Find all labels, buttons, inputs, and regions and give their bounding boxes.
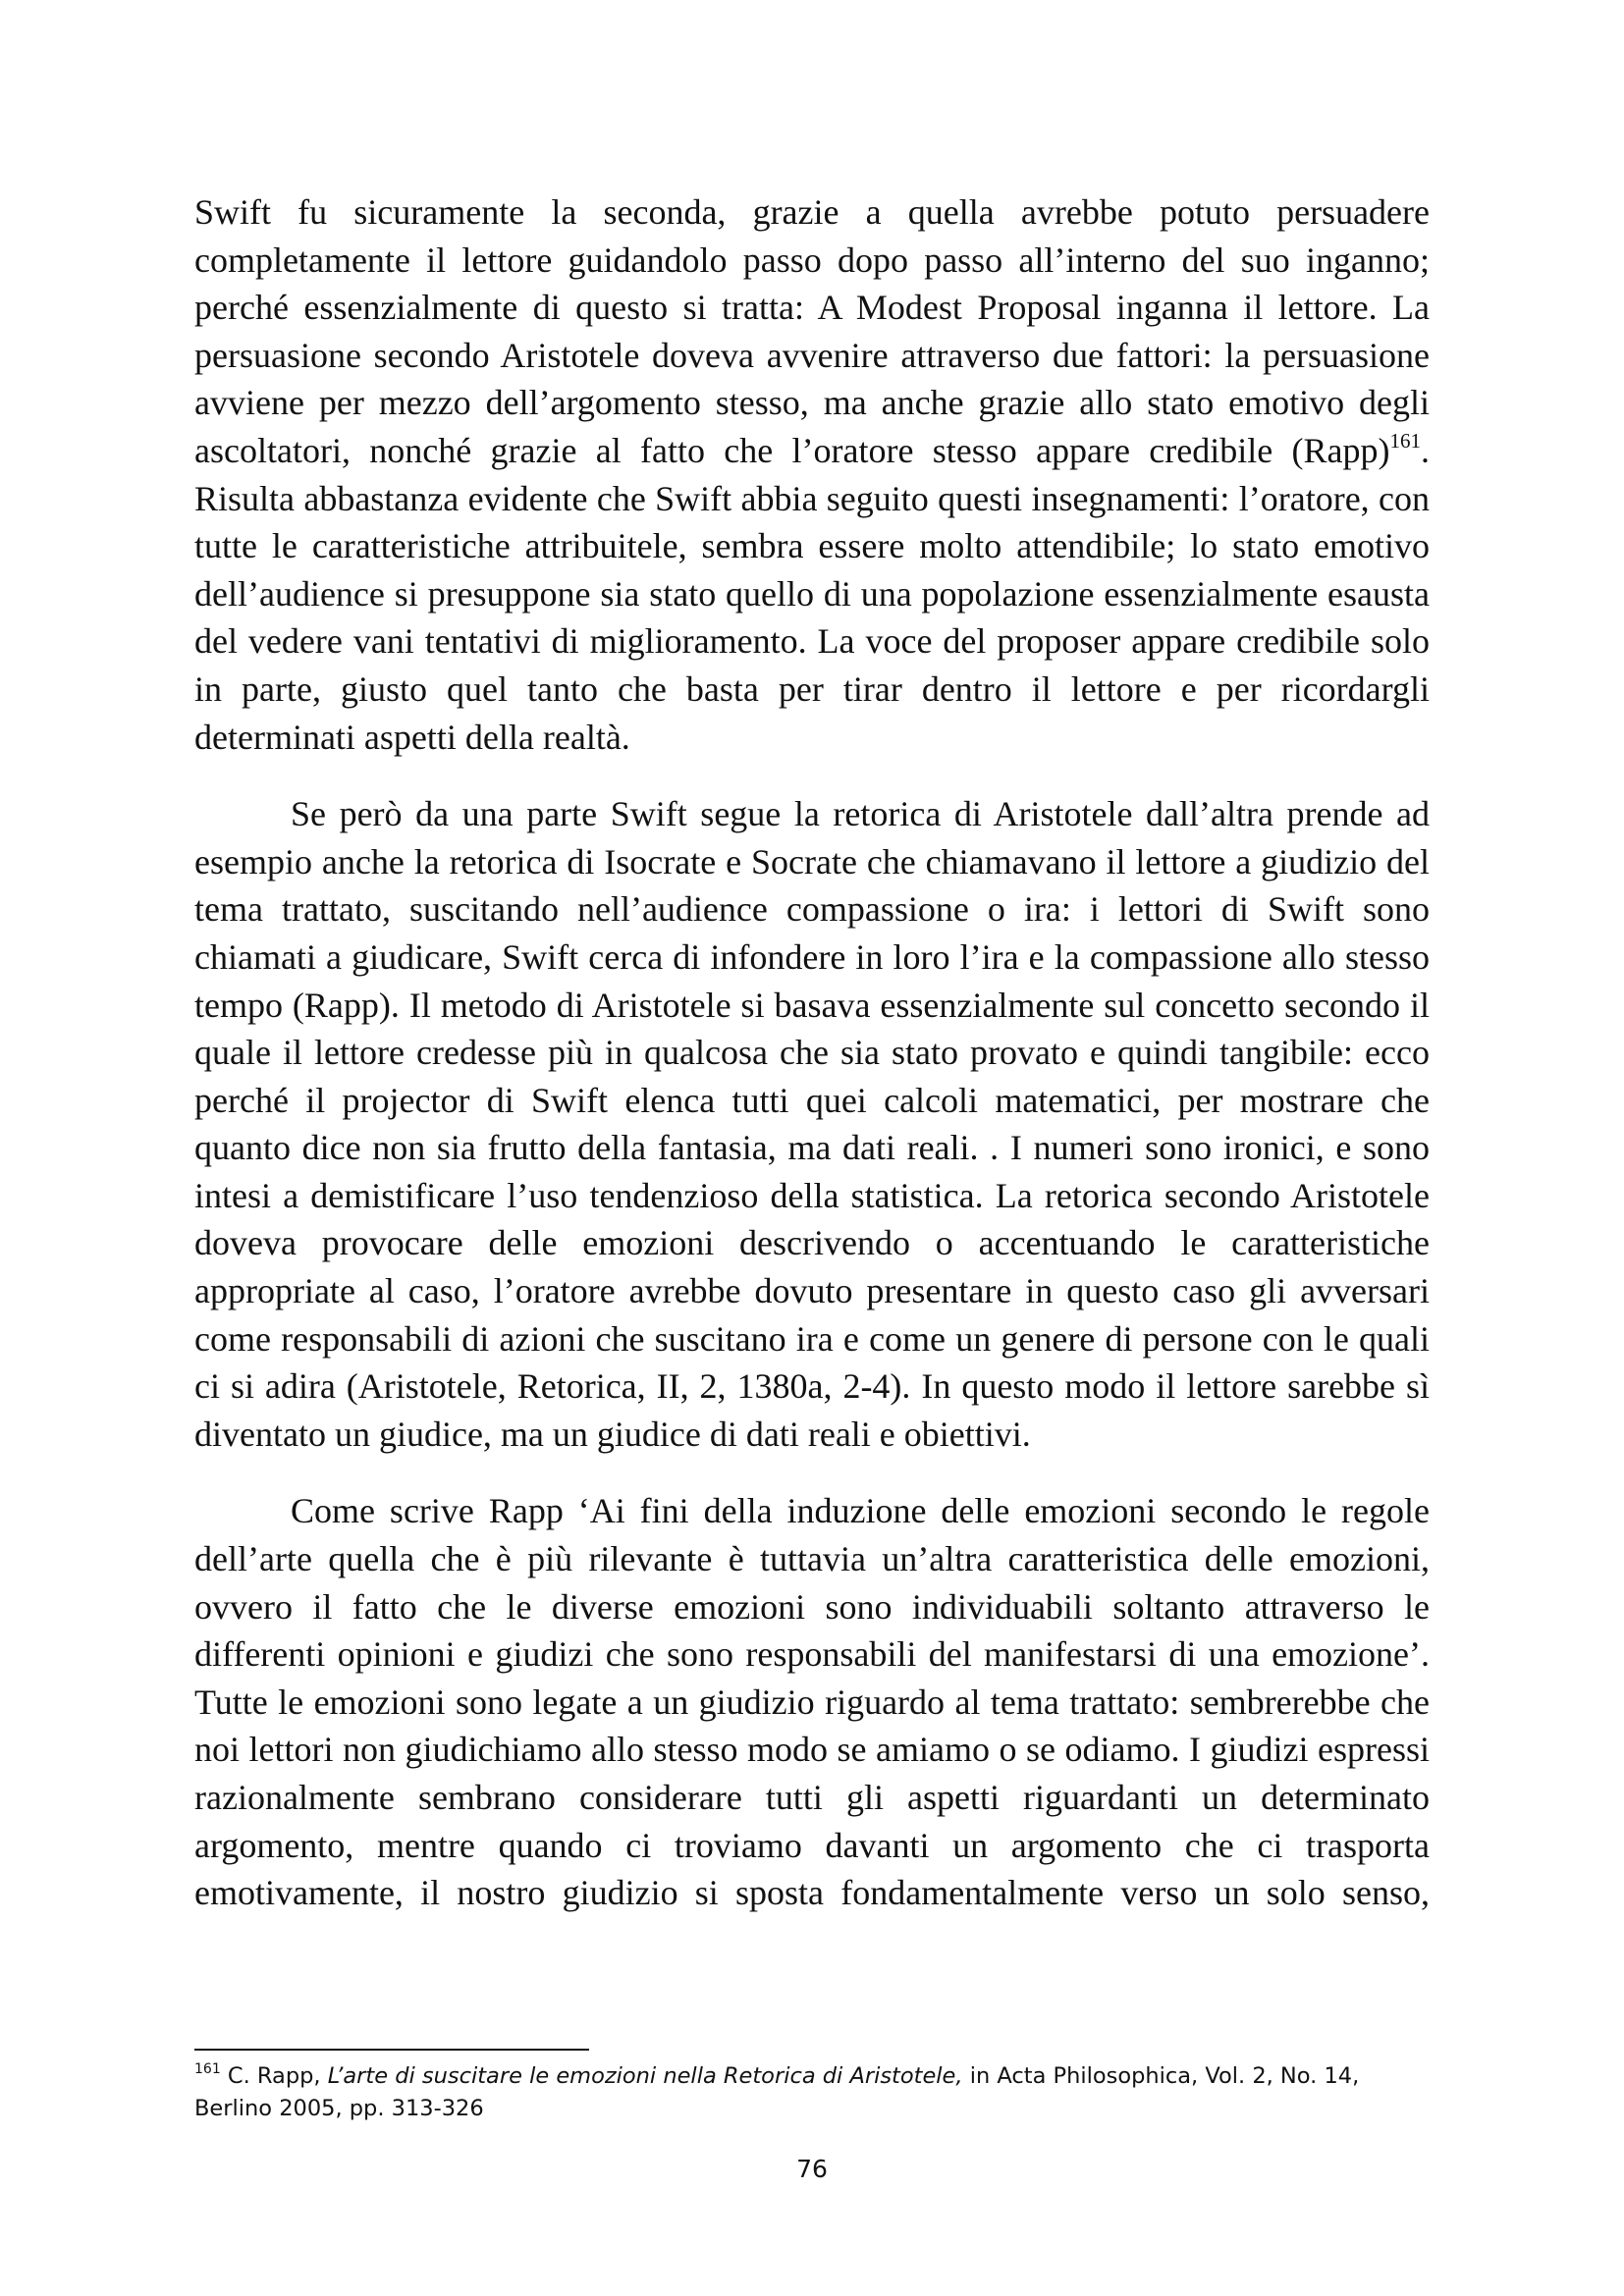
text-line: Swift fu sicuramente la seconda, grazie a quella avrebbe potuto persuadere: [194, 192, 1430, 232]
text-line-segment: ascoltatori, nonché grazie al fatto che l’oratore stesso appare credibile (Rapp): [194, 430, 1390, 470]
text-line: argomento, mentre quando ci troviamo davanti un argomento che ci trasporta: [194, 1825, 1430, 1865]
footnote-source: in Acta Philosophica, Vol. 2, No. 14,: [962, 2063, 1360, 2089]
text-line: esempio anche la retorica di Isocrate e Socrate che chiamavano il lettore a giudizio del: [194, 841, 1430, 881]
text-line: quale il lettore credesse più in qualcosa che sia stato provato e quindi tangibile: ecco: [194, 1033, 1430, 1073]
text-line: dell’arte quella che è più rilevante è tuttavia un’altra caratteristica delle emozioni,: [194, 1539, 1430, 1579]
text-line: come responsabili di azioni che suscitano ira e come un genere di persone con le quali: [194, 1318, 1430, 1359]
text-line: ovvero il fatto che le diverse emozioni sono individuabili soltanto attraverso le: [194, 1586, 1430, 1627]
text-line: del vedere vani tentativi di miglioramento. La voce del proposer appare credibile solo: [194, 621, 1430, 662]
text-line: noi lettori non giudichiamo allo stesso modo se amiamo o se odiamo. I giudizi espressi: [194, 1730, 1430, 1770]
text-line: persuasione secondo Aristotele doveva avvenire attraverso due fattori: la persuasione: [194, 335, 1430, 375]
text-line: determinati aspetti della realtà.: [194, 717, 630, 757]
footnote-title: L’arte di suscitare le emozioni nella Retorica di Aristotele,: [327, 2063, 963, 2089]
paragraph-3: [194, 1487, 1430, 1916]
text-line: tema trattato, suscitando nell’audience compassione o ira: i lettori di Swift sono: [194, 889, 1430, 930]
trailing-period: .: [1421, 430, 1430, 470]
page-number: 76: [796, 2155, 828, 2183]
text-line: differenti opinioni e giudizi che sono responsabili del manifestarsi di una emozione’.: [194, 1634, 1430, 1675]
text-line: perché essenzialmente di questo si tratta: A Modest Proposal inganna il lettore. La: [194, 288, 1430, 328]
text-line: chiamati a giudicare, Swift cerca di infondere in loro l’ira e la compassione allo stesso: [194, 936, 1430, 977]
document-body: [194, 188, 1430, 1917]
footnote-line-1: [194, 2060, 1430, 2093]
text-line: completamente il lettore guidandolo passo dopo passo all’interno del suo inganno;: [194, 240, 1430, 280]
text-line: dell’audience si presuppone sia stato quello di una popolazione essenzialmente esausta: [194, 573, 1430, 614]
text-line: diventato un giudice, ma un giudice di dati reali e obiettivi.: [194, 1414, 1031, 1454]
footnote-author: C. Rapp,: [227, 2063, 328, 2089]
text-line: tempo (Rapp). Il metodo di Aristotele si basava essenzialmente sul concetto secondo il: [194, 985, 1430, 1025]
text-line: in parte, giusto quel tanto che basta per tirar dentro il lettore e per ricordargli: [194, 668, 1430, 709]
text-line: doveva provocare delle emozioni descrivendo o accentuando le caratteristiche: [194, 1223, 1430, 1263]
text-line: Se però da una parte Swift segue la retorica di Aristotele dall’altra prende ad: [291, 794, 1430, 834]
text-line: razionalmente sembrano considerare tutti gli aspetti riguardanti un determinato: [194, 1778, 1430, 1817]
text-line: Tutte le emozioni sono legate a un giudizio riguardo al tema trattato: sembrerebbe che: [194, 1682, 1430, 1722]
text-line-with-footnote-ref: [194, 427, 1430, 475]
footnote-reference[interactable]: 161: [1389, 428, 1421, 453]
footnote-line-2: Berlino 2005, pp. 313-326: [194, 2096, 484, 2121]
text-line: tutte le caratteristiche attribuitele, sembra essere molto attendibile; lo stato emotivo: [194, 526, 1430, 566]
footnote: [194, 2060, 1430, 2125]
paragraph-1: [194, 188, 1430, 761]
text-line: emotivamente, il nostro giudizio si sposta fondamentalmente verso un solo senso,: [194, 1873, 1430, 1913]
text-line: quanto dice non sia frutto della fantasia, ma dati reali. . I numeri sono ironici, e sono: [194, 1128, 1430, 1168]
paragraph-2: [194, 790, 1430, 1458]
footnote-number: 161: [194, 2061, 221, 2077]
footnote-separator: [194, 2049, 589, 2051]
text-line: Come scrive Rapp ‘Ai fini della induzione delle emozioni secondo le regole: [291, 1491, 1430, 1531]
text-line: avviene per mezzo dell’argomento stesso, ma anche grazie allo stato emotivo degli: [194, 383, 1430, 423]
text-line: perché il projector di Swift elenca tutti quei calcoli matematici, per mostrare che: [194, 1080, 1430, 1120]
text-line: intesi a demistificare l’uso tendenzioso della statistica. La retorica secondo Aristotele: [194, 1175, 1430, 1215]
text-line: ci si adira (Aristotele, Retorica, II, 2, 1380a, 2-4). In questo modo il lettore sarebbe sì: [194, 1366, 1430, 1407]
text-line: Risulta abbastanza evidente che Swift abbia seguito questi insegnamenti: l’oratore, con: [194, 478, 1430, 518]
text-line: appropriate al caso, l’oratore avrebbe dovuto presentare in questo caso gli avversari: [194, 1271, 1430, 1311]
